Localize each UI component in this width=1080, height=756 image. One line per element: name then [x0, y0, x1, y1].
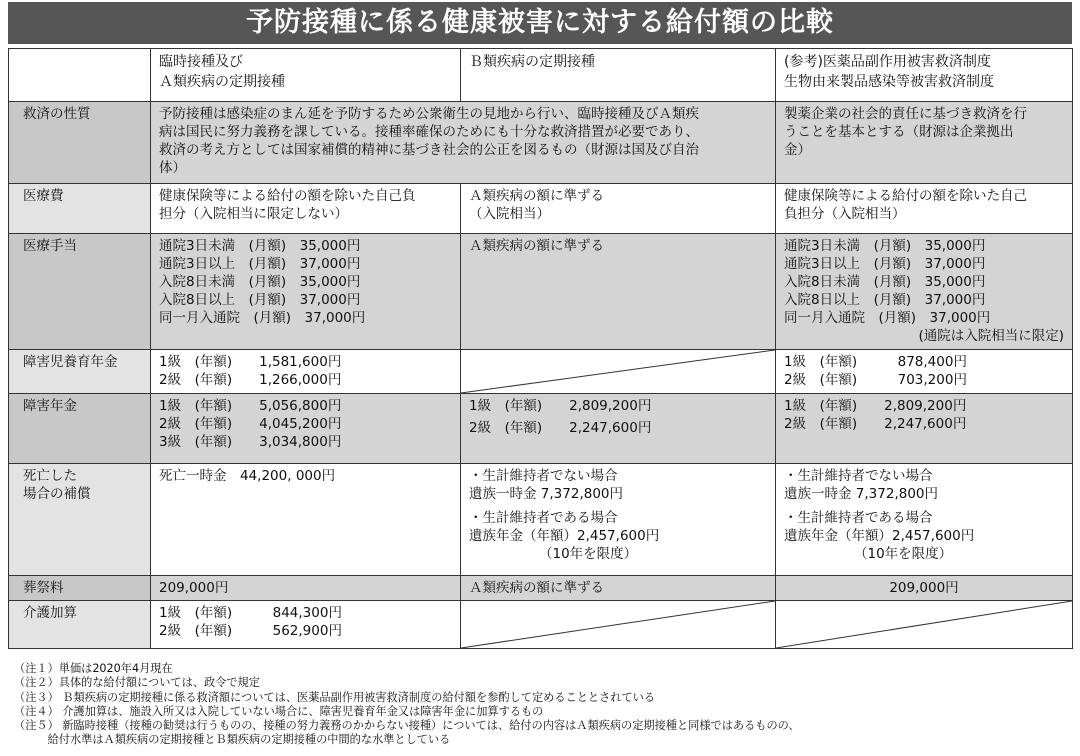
row-label-nature: 救済の性質 [9, 102, 151, 184]
medical-allowance-a-line: 入院8日以上 (月額) 37,000円 [159, 292, 361, 308]
header-col-a [151, 49, 461, 102]
nature-ab-line: 救済の考え方としては国家補償的精神に基づき社会的公正を図るもの（財源は国及び自治 [159, 142, 699, 158]
comparison-table [8, 48, 1073, 649]
medical-cost-b-line: Ａ類疾病の額に準ずる [469, 188, 604, 204]
medical-allowance-a-line: 通院3日以上 (月額) 37,000円 [159, 256, 361, 272]
header-col-b [461, 49, 776, 102]
medical-cost-c-line: 負担分（入院相当） [784, 206, 906, 222]
medical-allowance-c-line: 入院8日以上 (月額) 37,000円 [784, 292, 986, 308]
nature-c-line: うことを基本とする（財源は企業拠出 [784, 124, 1014, 140]
row-label-care: 介護加算 [9, 601, 151, 649]
death-label-line: 場合の補償 [23, 486, 91, 502]
nature-ab-cell [151, 102, 776, 184]
row-label-disability-pension: 障害年金 [9, 394, 151, 464]
death-c-line: ・生計維持者である場合 [784, 510, 933, 526]
child-pension-a-cell [151, 350, 461, 394]
funeral-b-cell: Ａ類疾病の額に準ずる [461, 576, 776, 601]
care-a-cell [151, 601, 461, 649]
nature-c-cell [776, 102, 1073, 184]
medical-allowance-b-cell [461, 234, 776, 350]
row-disability-pension [9, 394, 1073, 464]
medical-allowance-c-line: 入院8日未満 (月額) 35,000円 [784, 274, 986, 290]
footnotes [14, 662, 800, 748]
footnote: （注５） 新臨時接種（接種の勧奨は行うものの、接種の努力義務のかからない接種）については、給付の内容はＡ類疾病の定期接種と同様ではあるものの、 [14, 719, 800, 733]
header-col-a-line2: Ａ類疾病の定期接種 [159, 74, 285, 90]
diagonal-slash-icon [461, 350, 775, 393]
death-label-line: 死亡した [23, 468, 77, 484]
header-col-c-line1: (参考)医薬品副作用被害救済制度 [784, 54, 991, 70]
footnote: （注４） 介護加算は、施設入所又は入院していない場合に、障害児養育年金又は障害年金に加算するもの [14, 704, 544, 718]
child-pension-a-line: 2級 (年額) 1,266,000円 [159, 372, 342, 388]
death-a-cell [151, 464, 461, 576]
death-b-line: ・生計維持者である場合 [469, 510, 618, 526]
footnote: （注２）具体的な給付額については、政令で規定 [14, 676, 260, 690]
page-title: 予防接種に係る健康被害に対する給付額の比較 [8, 2, 1072, 44]
care-b-not-applicable [461, 601, 776, 649]
footnote: 給付水準はＡ類疾病の定期接種とＢ類疾病の定期接種の中間的な水準としている [14, 733, 451, 747]
row-nature [9, 102, 1073, 184]
header-col-a-line1: 臨時接種及び [159, 54, 243, 70]
row-medical-allowance [9, 234, 1073, 350]
medical-allowance-c-note: (通院は入院相当に限定) [918, 328, 1064, 344]
row-label-medical-cost: 医療費 [9, 184, 151, 234]
child-pension-c-line: 1級 (年額) 878,400円 [784, 354, 967, 370]
child-pension-b-not-applicable [461, 350, 776, 394]
disability-pension-b-line: 2級 (年額) 2,247,600円 [469, 420, 652, 436]
row-death [9, 464, 1073, 576]
disability-pension-a-cell [151, 394, 461, 464]
care-a-line: 1級 (年額) 844,300円 [159, 605, 342, 621]
death-c-line: 遺族一時金 7,372,800円 [784, 486, 938, 502]
medical-allowance-a-cell [151, 234, 461, 350]
death-c-line: （10年を限度） [854, 546, 953, 562]
funeral-c-cell: 209,000円 [776, 576, 1073, 601]
medical-allowance-a-line: 通院3日未満 (月額) 35,000円 [159, 238, 361, 254]
row-funeral [9, 576, 1073, 601]
row-medical-cost [9, 184, 1073, 234]
medical-cost-a-line: 健康保険等による給付の額を除いた自己負 [159, 188, 416, 204]
death-a-line: 死亡一時金 44,200, 000円 [159, 468, 336, 484]
row-child-pension [9, 350, 1073, 394]
medical-allowance-c-line: 通院3日以上 (月額) 37,000円 [784, 256, 986, 272]
row-label-death [9, 464, 151, 576]
child-pension-a-line: 1級 (年額) 1,581,600円 [159, 354, 342, 370]
nature-ab-line: 病は国民に努力義務を課している。接種率確保のためにも十分な救済措置が必要であり、 [159, 124, 699, 140]
medical-allowance-b-line: Ａ類疾病の額に準ずる [469, 238, 604, 254]
medical-cost-b-line: （入院相当） [469, 206, 550, 222]
disability-pension-a-line: 2級 (年額) 4,045,200円 [159, 416, 342, 432]
medical-allowance-a-line: 入院8日未満 (月額) 35,000円 [159, 274, 361, 290]
disability-pension-a-line: 3級 (年額) 3,034,800円 [159, 434, 342, 450]
nature-ab-line: 予防接種は感染症のまん延を予防するため公衆衛生の見地から行い、臨時接種及びＡ類疾 [159, 106, 699, 122]
death-b-line: ・生計維持者でない場合 [469, 468, 618, 484]
medical-cost-a-cell [151, 184, 461, 234]
nature-ab-line: 体） [159, 160, 186, 176]
care-c-not-applicable [776, 601, 1073, 649]
death-c-line: ・生計維持者でない場合 [784, 468, 933, 484]
footnote: （注３） Ｂ類疾病の定期接種に係る救済額については、医薬品副作用被害救済制度の給付額を参酌して定めることとされている [14, 690, 656, 704]
row-label-child-pension: 障害児養育年金 [9, 350, 151, 394]
footnote: （注１）単価は2020年4月現在 [14, 662, 173, 675]
medical-allowance-a-line: 同一月入通院 (月額) 37,000円 [159, 310, 366, 326]
death-b-line: 遺族一時金 7,372,800円 [469, 486, 623, 502]
disability-pension-b-line: 1級 (年額) 2,809,200円 [469, 398, 652, 414]
header-col-c-line2: 生物由来製品感染等被害救済制度 [784, 74, 994, 90]
medical-cost-c-line: 健康保険等による給付の額を除いた自己 [784, 188, 1027, 204]
disability-pension-c-cell [776, 394, 1073, 464]
nature-c-line: 金） [784, 142, 811, 158]
medical-allowance-c-cell [776, 234, 1073, 350]
diagonal-slash-icon [776, 601, 1072, 648]
medical-allowance-c-line: 同一月入通院 (月額) 37,000円 [784, 310, 991, 326]
row-care [9, 601, 1073, 649]
death-b-line: （10年を限度） [539, 546, 638, 562]
disability-pension-c-line: 1級 (年額) 2,809,200円 [784, 398, 967, 414]
death-b-cell [461, 464, 776, 576]
medical-cost-b-cell [461, 184, 776, 234]
death-b-line: 遺族年金（年額）2,457,600円 [469, 528, 660, 544]
diagonal-slash-icon [461, 601, 775, 648]
row-label-funeral: 葬祭料 [9, 576, 151, 601]
death-c-cell [776, 464, 1073, 576]
medical-cost-a-line: 担分（入院相当に限定しない） [159, 206, 348, 222]
header-col-c [776, 49, 1073, 102]
child-pension-c-cell [776, 350, 1073, 394]
medical-allowance-c-line: 通院3日未満 (月額) 35,000円 [784, 238, 986, 254]
child-pension-c-line: 2級 (年額) 703,200円 [784, 372, 967, 388]
row-label-medical-allowance: 医療手当 [9, 234, 151, 350]
disability-pension-c-line: 2級 (年額) 2,247,600円 [784, 416, 967, 432]
care-a-line: 2級 (年額) 562,900円 [159, 623, 342, 639]
header-empty-cell [9, 49, 151, 102]
disability-pension-a-line: 1級 (年額) 5,056,800円 [159, 398, 342, 414]
header-row [9, 49, 1073, 102]
header-col-b-text: Ｂ類疾病の定期接種 [469, 54, 595, 70]
nature-c-line: 製薬企業の社会的責任に基づき救済を行 [784, 106, 1027, 122]
medical-cost-c-cell [776, 184, 1073, 234]
funeral-a-cell: 209,000円 [151, 576, 461, 601]
death-c-line: 遺族年金（年額）2,457,600円 [784, 528, 975, 544]
disability-pension-b-cell [461, 394, 776, 464]
